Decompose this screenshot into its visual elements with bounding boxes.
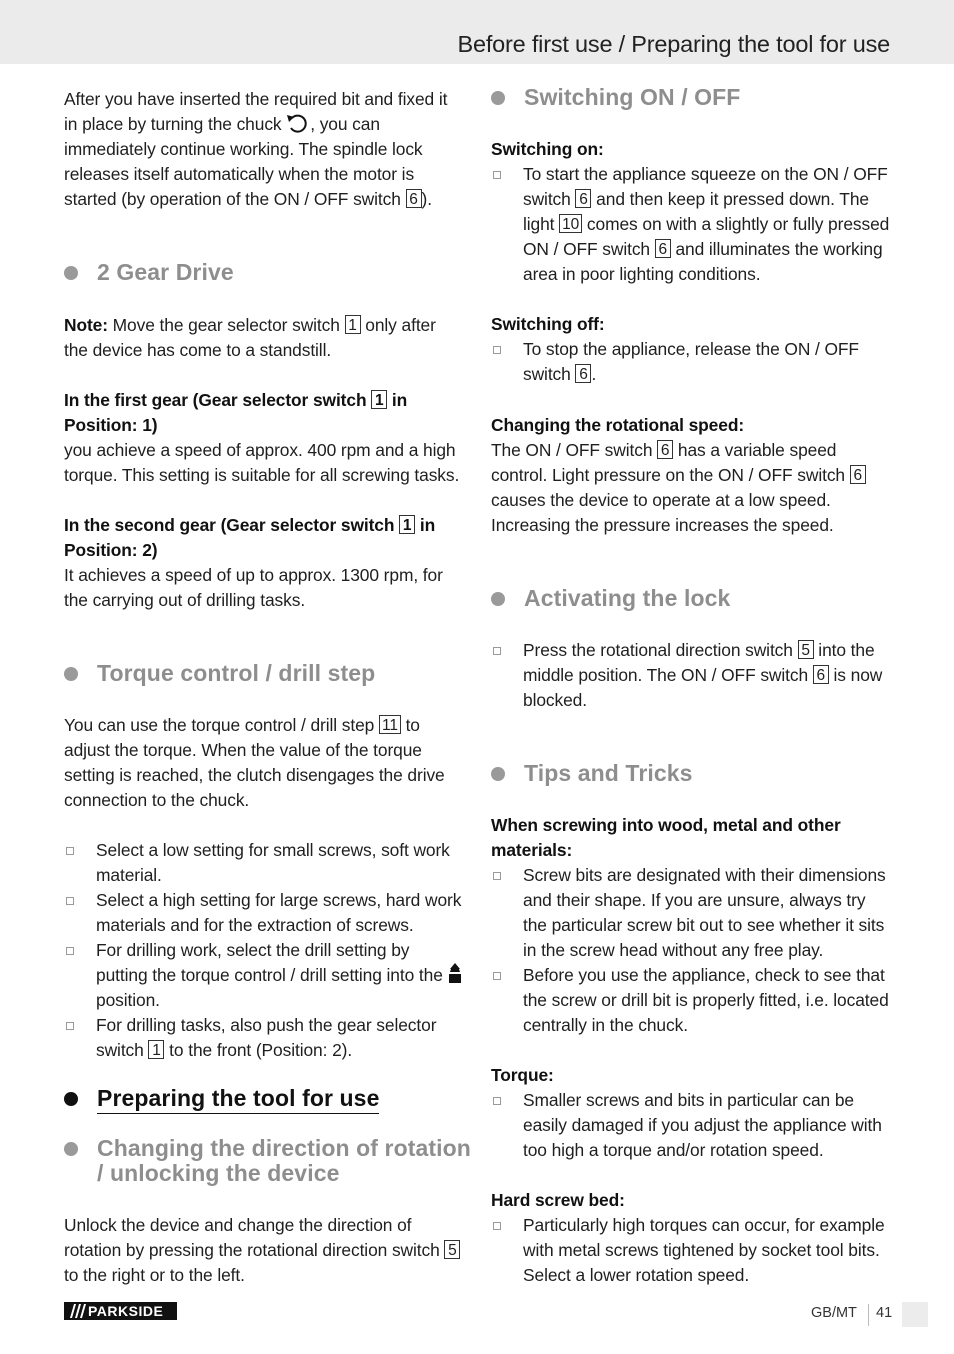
bullet-dot-icon	[64, 1142, 78, 1156]
page-title: Before first use / Preparing the tool for use	[457, 31, 890, 57]
hard-screw-bed-label: Hard screw bed:	[491, 1190, 625, 1210]
list-item: Screw bits are designated with their dimensions and their shape. If you are unsure, always try the particular screw bit out to see whether it sits in the screw head without any free play.	[491, 863, 891, 963]
checkbox-square-icon	[66, 847, 74, 855]
ref-number: 6	[406, 189, 422, 208]
switching-on-label: Switching on:	[491, 139, 604, 159]
gear-note: Note: Move the gear selector switch 1 only after the device has come to a standstill.	[64, 315, 436, 360]
first-gear-section	[64, 388, 464, 488]
checkbox-square-icon	[493, 171, 501, 179]
footer-corner-box	[902, 1302, 928, 1327]
list-item: Smaller screws and bits in particular can be easily damaged if you adjust the appliance with too high a torque and/or rotation speed.	[491, 1088, 891, 1163]
switching-on-section	[491, 137, 891, 287]
parkside-logo: PARKSIDE	[64, 1302, 177, 1320]
checkbox-square-icon	[493, 872, 501, 880]
wood-metal-section	[491, 813, 891, 1038]
lock-bullet-list	[491, 638, 891, 713]
list-item: For drilling tasks, also push the gear selector switch 1 to the front (Position: 2).	[64, 1013, 464, 1063]
bullet-dot-icon	[64, 266, 78, 280]
ref-number: 5	[444, 1240, 460, 1259]
list-item: For drilling work, select the drill setting by putting the torque control / drill setting into the position.	[64, 938, 464, 1013]
torque-tips-label: Torque:	[491, 1065, 554, 1085]
rotational-speed-section	[491, 413, 891, 538]
rotational-speed-label: Changing the rotational speed:	[491, 415, 745, 435]
checkbox-square-icon	[66, 947, 74, 955]
ref-number: 6	[813, 665, 829, 684]
checkbox-square-icon	[493, 1222, 501, 1230]
ref-number: 6	[575, 364, 591, 383]
checkbox-square-icon	[493, 346, 501, 354]
ref-number: 1	[345, 315, 361, 334]
ref-number: 6	[575, 189, 591, 208]
intro-paragraph: After you have inserted the required bit and fixed it in place by turning the chuck , you can immediately continue working. The spindle lock releases itself automatically when the motor is started (by operation of the ON / OFF switch 6 ).	[64, 89, 448, 209]
first-gear-text: you achieve a speed of approx. 400 rpm and a high torque. This setting is suitable for all screwing tasks.	[64, 440, 460, 485]
switching-off-section	[491, 312, 891, 387]
bullet-dot-icon	[491, 767, 505, 781]
torque-tips-list	[491, 1088, 891, 1163]
list-item: Before you use the appliance, check to see that the screw or drill bit is properly fitted, i.e. located centrally in the chuck.	[491, 963, 891, 1038]
list-item: Select a low setting for small screws, soft work material.	[64, 838, 464, 888]
footer-divider	[868, 1304, 869, 1326]
checkbox-square-icon	[66, 1022, 74, 1030]
language-code: GB/MT	[811, 1305, 857, 1321]
checkbox-square-icon	[493, 1097, 501, 1105]
second-gear-label: In the second gear (Gear selector switch 1 in Position: 2)	[64, 515, 436, 560]
ref-number: 10	[559, 214, 582, 233]
bullet-dot-icon	[64, 1092, 78, 1106]
torque-tips-section	[491, 1063, 891, 1163]
checkbox-square-icon	[66, 897, 74, 905]
switching-on-list	[491, 162, 891, 287]
torque-paragraph: You can use the torque control / drill step 11 to adjust the torque. When the value of the torque setting is reached, the clutch disengages the drive connection to the chuck.	[64, 715, 445, 810]
ref-number: 6	[655, 239, 671, 258]
switching-off-label: Switching off:	[491, 314, 605, 334]
list-item: To stop the appliance, release the ON / OFF switch 6 .	[491, 337, 891, 387]
wood-metal-label: When screwing into wood, metal and other materials:	[491, 815, 841, 860]
switching-off-list	[491, 337, 891, 387]
logo-stripes-icon	[67, 1304, 87, 1318]
list-item: Press the rotational direction switch 5 into the middle position. The ON / OFF switch 6 is now blocked.	[491, 638, 891, 713]
ref-number: 5	[798, 640, 814, 659]
ref-number: 1	[148, 1040, 164, 1059]
list-item: To start the appliance squeeze on the ON / OFF switch 6 and then keep it pressed down. The light 10 comes on with a slightly or fully pressed ON / OFF switch 6 and illuminates the working area in poor lighting conditions.	[491, 162, 891, 287]
wood-metal-list	[491, 863, 891, 1038]
ref-number: 1	[399, 515, 415, 534]
page-number: 41	[876, 1305, 893, 1321]
ref-number: 6	[657, 440, 673, 459]
hard-screw-bed-list	[491, 1213, 891, 1288]
hard-screw-bed-section	[491, 1188, 891, 1288]
second-gear-section	[64, 513, 464, 613]
ref-number: 6	[850, 465, 866, 484]
first-gear-label: In the first gear (Gear selector switch 1 in Position: 1)	[64, 390, 408, 435]
bullet-dot-icon	[491, 592, 505, 606]
drill-symbol-icon	[448, 963, 462, 983]
ref-number: 11	[379, 715, 401, 734]
rotate-chuck-icon	[286, 113, 310, 133]
checkbox-square-icon	[493, 972, 501, 980]
second-gear-text: It achieves a speed of up to approx. 1300 rpm, for the carrying out of drilling tasks.	[64, 565, 443, 610]
checkbox-square-icon	[493, 647, 501, 655]
rotational-speed-text: The ON / OFF switch 6 has a variable speed control. Light pressure on the ON / OFF switch 6 causes the device to operate at a low speed. Increasing the pressure increases the speed.	[491, 438, 891, 538]
bullet-dot-icon	[491, 91, 505, 105]
list-item: Select a high setting for large screws, hard work materials and for the extraction of screws.	[64, 888, 464, 938]
direction-paragraph: Unlock the device and change the direction of rotation by pressing the rotational direction switch 5 to the right or to the left.	[64, 1213, 464, 1288]
torque-bullet-list	[64, 838, 464, 1063]
list-item: Particularly high torques can occur, for example with metal screws tightened by socket tool bits. Select a lower rotation speed.	[491, 1213, 891, 1288]
ref-number: 1	[371, 390, 387, 409]
bullet-dot-icon	[64, 667, 78, 681]
